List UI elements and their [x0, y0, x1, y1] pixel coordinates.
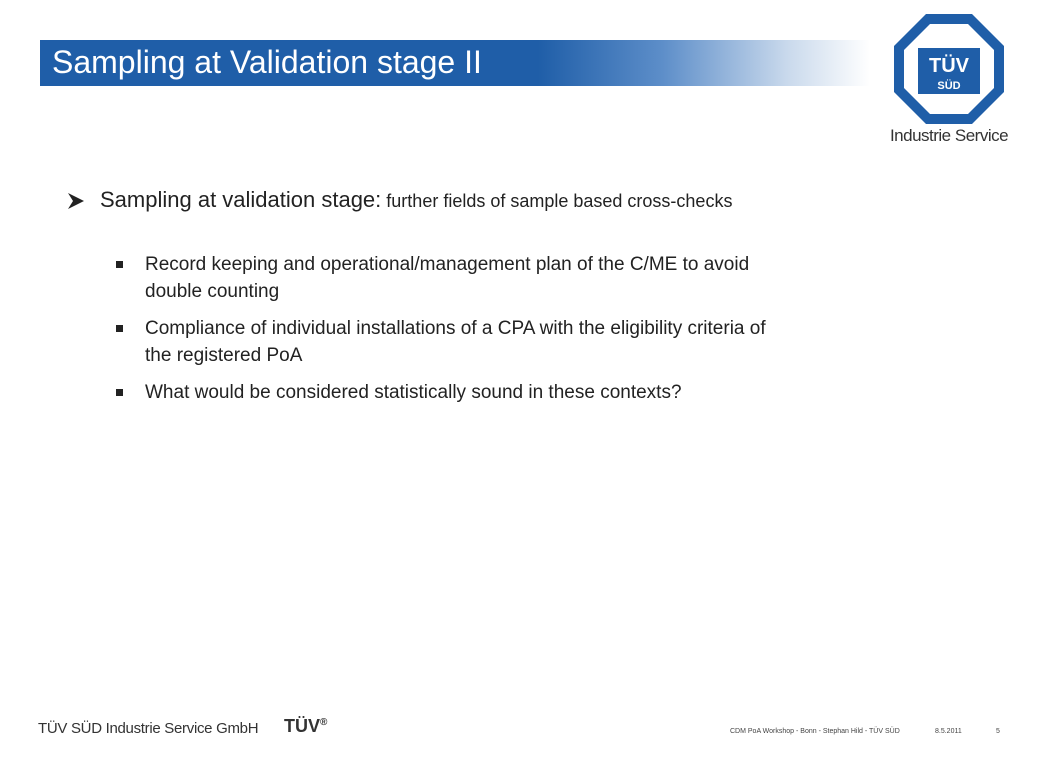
footer-date: 8.5.2011: [935, 728, 962, 735]
sub-bullet-list: [116, 251, 784, 406]
arrow-bullet-icon: [64, 192, 88, 210]
sub-bullet-text: What would be considered statistically sound in these contexts?: [145, 382, 682, 403]
square-bullet-icon: [116, 261, 123, 268]
main-bullet-text: [100, 186, 732, 215]
slide-content: [64, 186, 784, 416]
list-item: [116, 315, 784, 369]
square-bullet-icon: [116, 389, 123, 396]
slide-title: Sampling at Validation stage II: [52, 44, 482, 80]
footer-brand-logo: [284, 716, 327, 737]
footer-company: TÜV SÜD Industrie Service GmbH: [38, 720, 259, 737]
footer-brand: TÜV: [284, 716, 320, 736]
tuv-sud-logo-icon: [888, 6, 1010, 146]
list-item: [116, 251, 784, 305]
sub-bullet-text: Record keeping and operational/management plan of the C/ME to avoid double counting: [145, 254, 750, 302]
logo-sub-text: SÜD: [937, 80, 961, 92]
main-bullet: [64, 186, 784, 215]
square-bullet-icon: [116, 325, 123, 332]
registered-mark: ®: [320, 717, 328, 728]
footer-event: CDM PoA Workshop - Bonn - Stephan Hild - TÜV SÜD: [730, 728, 900, 735]
page-number: 5: [996, 728, 1000, 735]
list-item: [116, 379, 784, 406]
main-bullet-lead: Sampling at validation stage:: [100, 187, 382, 212]
logo-caption: Industrie Service: [889, 126, 1009, 145]
main-bullet-rest: further fields of sample based cross-checks: [381, 191, 733, 211]
sub-bullet-text: Compliance of individual installations of a CPA with the eligibility criteria of the registered PoA: [145, 318, 766, 366]
logo-mark-text: TÜV: [929, 55, 969, 77]
